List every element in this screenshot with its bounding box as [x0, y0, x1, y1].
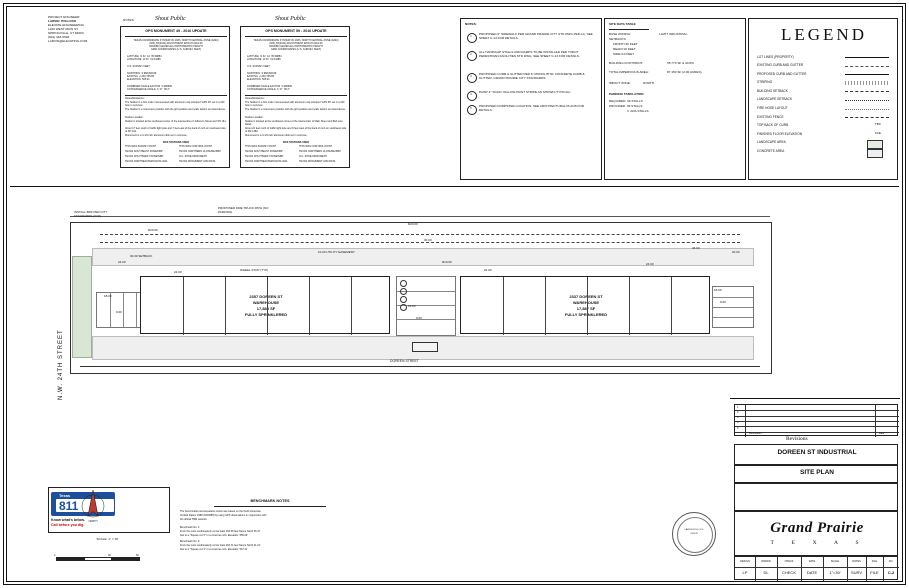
- legend-symbol-8: TBC: [874, 122, 881, 127]
- city-logo-block: [734, 511, 898, 556]
- scale-tick-1: 30: [108, 554, 111, 557]
- callout-24-b: 24.00: [174, 270, 182, 274]
- callout-24-d: 24.00: [646, 262, 654, 266]
- scale-tick-0: 0: [54, 554, 56, 557]
- project-engineer-line-3: 1220 WEST MAIN ST.: [48, 27, 79, 31]
- monument-49-body-10: NORTHING 6,968,848.89: [127, 72, 157, 75]
- callout-9-c: 9.00: [720, 300, 726, 304]
- field-value-notes: SURV: [850, 570, 863, 575]
- site-data-row-4-label: SIDE=10 FEET: [613, 52, 635, 56]
- legend-label-2: PROPOSED CURB AND GUTTER: [757, 71, 807, 76]
- titleblock-blank-1: [734, 483, 898, 511]
- legend-title: LEGEND: [781, 25, 867, 44]
- north-arrow: [78, 486, 108, 528]
- project-engineer-line-2: ELEVATE ENGINEERING: [48, 23, 84, 27]
- project-engineer-line-4: SPRINGVILLE, UT 84663: [48, 31, 84, 35]
- monument-59-grid-2-0: TEXAS SOUTHWEST ZONE/NBP: [245, 155, 284, 158]
- revisions-table: [734, 404, 898, 436]
- monument-49-body-15: CONVERGENCE ANGLE 0 07 05.3": [127, 88, 170, 91]
- legend-item-ffe: [755, 130, 893, 139]
- revisions-col-description: Description: [749, 432, 762, 435]
- legend-item-proposed-curb: [755, 70, 893, 79]
- monument-59-grid-3-1: TEXAS MONUMENT AND DATA: [299, 160, 336, 163]
- monument-49-footnote-5: About 17 feet south of traffic light pole and 7 feet east of the back of curb on southeast side of SH 161.: [125, 127, 226, 133]
- monument-59-body-8: U.S. SURVEY FEET: [247, 65, 270, 68]
- building-b: [460, 276, 710, 334]
- benchmark-line-7: Benchmark No. 2:: [180, 540, 201, 543]
- revision-row-0-no: 1: [737, 405, 739, 409]
- field-label-file: FILE: [871, 560, 878, 563]
- site-data-row-5-label: BUILDING FOOTPRINT:: [609, 61, 643, 65]
- legend-symbol-0: [845, 57, 889, 58]
- monument-59-body-12: ELEVATION 565.21: [247, 78, 270, 81]
- gps-monument-49-block: NOTES Shout Public GPS MONUMENT 49 - 2016 UPDATE TEXAS COORDINATE SYSTEM OF 1983, NORTH CENTRAL ZONE (4202) NAD_83(2011) ADJUSTMENT EPOCH 2010.00 NAVD88 (GEOID12A) ORTHOMETRIC HEIGHT GRID COORDINATES (U.S. SURVEY FEET) LATITUDE N 32 44 35.59884 LONGITUDE W 97 01.54485 U.S. SURVEY FEET NORTHING 6,968,848.89 EASTING 2,430,765.85 ELEVATION 565.21 COMBINED SCALE FACTOR 0.999980 CONVERGENCE ANGLE 0 07 05.3" Notes/Disclaimer: The Station is a first order monumented with aluminum cap stamped 'GPS 49' set in a drill hole in concrete. The Station is a monument position with the grid position and scale factors as noted above. Station Location: Station is located at the southeast corner of the intersection of Jefferson Street and SH 161. About 17 feet south of traffic light pole and 7 feet east of the back of curb on southeast side of SH 161. Monument is a 3-1/4 inch aluminum disk set in concrete. BOX STATIONS USED THIS WAS SURVEY POINT THIS WAS CONTROL POINT TEXAS SOUTHEAST ZONE/NBP TEXAS NORTHERN CLOSURE BMP TEXAS SOUTHWEST ZONE/NBP N.C. ZONE MONUMENT TEXAS NORTHEASTERN DATA 2011 TEXAS MONUMENT AND DATA: [120, 26, 230, 168]
- monument-49-body-3: GRID COORDINATES (U.S. SURVEY FEET): [150, 48, 202, 51]
- monument-59-body-6: LONGITUDE W 97 01.54485: [247, 58, 281, 61]
- project-title-row: [734, 444, 898, 465]
- benchmark-line-4: Benchmark No. 1:: [180, 526, 201, 529]
- monument-49-grid-2-0: TEXAS SOUTHWEST ZONE/NBP: [125, 155, 164, 158]
- legend-item-landscape-setback: [755, 96, 893, 105]
- monument-59-grid-2-1: N.C. ZONE MONUMENT: [299, 155, 328, 158]
- monument-49-grid-1-1: TEXAS NORTHERN CLOSURE BMP: [179, 150, 221, 153]
- dig-notice-block: [48, 487, 170, 533]
- monument-49-footnote-1: The Station is a first order monumented with aluminum cap stamped 'GPS 49' set in a drill hole in concrete.: [125, 101, 225, 107]
- monument-49-grid-2-1: N.C. ZONE MONUMENT: [179, 155, 208, 158]
- monument-49-body-8: U.S. SURVEY FEET: [127, 65, 150, 68]
- site-data-row-6-value: 87,150 SF (2.00 ACRES): [667, 70, 702, 74]
- field-label-notes: NOTES: [852, 560, 861, 563]
- project-engineer-line-5: (801) 318-5993: [48, 35, 70, 39]
- building-a: [140, 276, 390, 334]
- field-label-no: NO.: [888, 560, 894, 563]
- field-value-drawn: DL: [763, 570, 769, 575]
- monument-59-footnote-5: About 22 feet north of traffic light pole and 9 feet west of the back of curb on southwest side of FM 1382.: [245, 127, 347, 133]
- note-item-4: PAINT 4" SOLID YELLOW PAINT STRIPE AS SHOWN (TYPICAL): [479, 90, 571, 94]
- site-data-row-1-label: SETBACKS:: [609, 37, 627, 41]
- site-data-table: [604, 18, 746, 180]
- legend-label-1: EXISTING CURB AND GUTTER: [757, 63, 804, 68]
- monument-59-footnote-6: Monument is a 3-1/4 inch aluminum disk set in concrete.: [245, 134, 308, 137]
- site-data-row-6-label: TOTAL IMPERVIOUS AREA:: [609, 70, 649, 74]
- revisions-title: Revisions: [786, 436, 808, 442]
- monument-59-grid-3-0: TEXAS NORTHEASTERN DATA 2011: [245, 160, 288, 163]
- callout-install-brf: INSTALL BRF PER CITY STANDARDS (TYP): [74, 210, 108, 218]
- callout-24-c: 24.00: [484, 268, 492, 272]
- monument-59-grid-1-0: TEXAS SOUTHEAST ZONE/NBP: [245, 150, 283, 153]
- site-data-row-11-label: 3 ADA STALLS: [627, 109, 649, 113]
- dig-line1: Know what's below.: [51, 518, 85, 522]
- legend-label-6: FIRE HOSE LAYOUT: [757, 106, 788, 111]
- callout-18-b: 18.00: [408, 304, 416, 308]
- project-title-line1: DOREEN ST INDUSTRIAL: [777, 449, 857, 456]
- callout-24-a: 24.00: [118, 260, 126, 264]
- dim-overall-length: DOREEN STREET: [390, 359, 419, 363]
- city-logo-sub: T E X A S: [770, 540, 864, 546]
- building-a-type: WAREHOUSE: [252, 300, 280, 305]
- callout-36: 36.00: [692, 246, 700, 250]
- field-value-file: FILE: [870, 570, 879, 575]
- legend-item-top-back-curb: [755, 122, 893, 131]
- site-data-row-0-value: LIGHT INDUSTRIAL: [659, 32, 688, 36]
- legend-label-5: LANDSCAPE SETBACK: [757, 97, 793, 102]
- monument-59-footnote-1: The Station is a first order monumented with aluminum cap stamped 'GPS 59' set in a drill hole in concrete.: [245, 101, 345, 107]
- monument-59-body-11: EASTING 2,430,765.85: [247, 75, 274, 78]
- legend-symbol-11: [867, 149, 883, 158]
- monument-49-footnote-0: Notes/Disclaimer:: [125, 97, 145, 100]
- monument-59-footnote-4: Station is located at the southwest corner of the intersection of Main Street and Belt Line Road.: [245, 120, 343, 126]
- revision-row-2-no: 3: [737, 416, 739, 420]
- notes-title: NOTES:: [465, 22, 477, 26]
- city-logo: Grand Prairie: [770, 520, 864, 536]
- project-engineer-line-1: LARVIN POLLOCK: [48, 19, 77, 23]
- project-engineer-line-0: PROJECT ENGINEER:: [48, 15, 81, 19]
- callout-r10: R10.00: [442, 260, 452, 264]
- monument-49-title: GPS MONUMENT 49 - 2016 UPDATE: [145, 29, 207, 33]
- field-value-no: C-2: [887, 570, 895, 575]
- legend-label-0: LOT LINES (PROPERTY): [757, 54, 794, 59]
- field-label-drawn: DRAWN: [761, 560, 771, 563]
- legend-symbol-7: [845, 117, 889, 118]
- legend-item-striping: [755, 79, 893, 88]
- site-data-row-8-label: PARKING TABULATION: [609, 92, 644, 96]
- dig-number: 811: [59, 499, 79, 513]
- monument-49-footnote-4: Station is located at the southeast corner of the intersection of Jefferson Street and SH 161.: [125, 120, 227, 123]
- scale-tick-2: 60: [136, 554, 139, 557]
- benchmark-line-1: Vertical Datum 1988 (NAVD88) by using GPS observations in conjunction with: [180, 514, 267, 517]
- field-value-scale: 1"=30': [829, 570, 841, 575]
- legend-label-9: FINISHED FLOOR ELEVATION: [757, 131, 803, 136]
- callout-30: 30.00: [424, 238, 432, 242]
- field-label-check: CHECK: [784, 560, 794, 563]
- monument-59-handwriting: Shout Public: [275, 16, 306, 22]
- monument-49-footnote-3: Station Location:: [125, 116, 144, 119]
- monument-59-footnote-2: The Station is a monument position with the grid position and scale factors as noted above.: [245, 108, 346, 111]
- site-plan-drawing: [60, 196, 850, 396]
- gps-monument-59-block: Shout Public GPS MONUMENT 59 - 2016 UPDATE TEXAS COORDINATE SYSTEM OF 1983, NORTH CENTRAL ZONE (4202) NAD_83(2011) ADJUSTMENT EPOCH 2010.00 NAVD88 (GEOID12A) ORTHOMETRIC HEIGHT GRID COORDINATES (U.S. SURVEY FEET) LATITUDE N 32 44 35.59884 LONGITUDE W 97 01.54485 U.S. SURVEY FEET NORTHING 6,968,848.89 EASTING 2,430,765.85 ELEVATION 565.21 COMBINED SCALE FACTOR 0.999980 CONVERGENCE ANGLE 0 07 05.3" Notes/Disclaimer: The Station is a first order monumented with aluminum cap stamped 'GPS 59' set in a drill hole in concrete. The Station is a monument position with the grid position and scale factors as noted above. Station Location: Station is located at the southwest corner of the intersection of Main Street and Belt Line Road. About 22 feet north of traffic light pole and 9 feet west of the back of curb on southwest side of FM 1382. Monument is a 3-1/4 inch aluminum disk set in concrete. BOX STATIONS USED THIS WAS SURVEY POINT THIS WAS CONTROL POINT TEXAS SOUTHEAST ZONE/NBP TEXAS NORTHERN CLOSURE BMP TEXAS SOUTHWEST ZONE/NBP N.C. ZONE MONUMENT TEXAS NORTHEASTERN DATA 2011 TEXAS MONUMENT AND DATA: [240, 26, 350, 168]
- monument-59-body-1: NAD_83(2011) ADJUSTMENT EPOCH 2010.00: [269, 42, 323, 45]
- monument-49-footnote-6: Monument is a 3-1/4 inch aluminum disk set in concrete.: [125, 134, 188, 137]
- legend-item-existing-curb: [755, 62, 893, 71]
- monument-59-footnote-0: Notes/Disclaimer:: [245, 97, 265, 100]
- field-label-design: DESIGN: [740, 560, 750, 563]
- monument-59-grid-0-1: THIS WAS CONTROL POINT: [299, 145, 333, 148]
- legend-item-building-setback: [755, 87, 893, 96]
- revisions-col-date: Date: [879, 432, 885, 435]
- dumpster-pad: [412, 342, 438, 352]
- monument-59-grid-1-1: TEXAS NORTHERN CLOSURE BMP: [299, 150, 341, 153]
- callout-r20-left: R20.00: [148, 228, 158, 232]
- callout-fire-truck-path: PROPOSED FIRE TRUCK PATH (NO PARKING): [218, 206, 269, 214]
- monument-49-body-2: NAVD88 (GEOID12A) ORTHOMETRIC HEIGHT: [149, 45, 203, 48]
- field-value-check: CHECK: [781, 570, 796, 575]
- monument-59-title: GPS MONUMENT 59 - 2016 UPDATE: [265, 29, 327, 33]
- project-title-line2: SITE PLAN: [800, 469, 834, 476]
- benchmark-line-2: the official TBM network.: [180, 518, 208, 521]
- monument-59-grid-0-0: THIS WAS SURVEY POINT: [245, 145, 277, 148]
- sheet-title-row: [734, 465, 898, 483]
- monument-59-body-5: LATITUDE N 32 44 35.59884: [247, 55, 282, 58]
- benchmark-line-5: From the most southeasterly corner East 194.08 feet Nance North 36.47: [180, 530, 261, 533]
- building-b-address: 2337 DOREEN ST: [569, 294, 603, 299]
- notes-block: NOTES: 1 PROPOSED 6" SIDEWALK PER GRAND PRAIRIE CITY STD DWG PED-1A, SEE SHEET C-14 FOR DETAILS. 2 ALL HANDICAP STALLS AND RAMPS TO BE INSTALLED PER TXDOT PEDESTRIAN FACILITIES STD DWG, SEE SHEET C-13 FOR DETAILS. 3 PROPOSED CURB & GUTTER PER 6" MONOLITHIC CONCRETE CURB & GUTTER, GRAND PRAIRIE CITY STANDARDS. 4 PAINT 4" SOLID YELLOW PAINT STRIPE AS SHOWN (TYPICAL) 5 PROPOSED DUMPSTER LOCATION, SEE ARCHITECTURAL PLANS FOR DETAILS.: [460, 18, 602, 180]
- callout-20: 20.00: [732, 250, 740, 254]
- legend-item-existing-fence: [755, 113, 893, 122]
- dig-line2: Call before you dig.: [51, 523, 85, 527]
- site-data-row-7-label: IMPACT ZONE:: [609, 81, 631, 85]
- monument-49-grid-0-1: THIS WAS CONTROL POINT: [179, 145, 213, 148]
- legend-block: [748, 18, 898, 180]
- monument-49-body-12: ELEVATION 565.21: [127, 78, 150, 81]
- benchmark-line-9: feet to a "Square cut X" in a concrete curb. Elevation: 547.11': [180, 548, 248, 551]
- callout-18-a: 18.00: [104, 294, 112, 298]
- building-a-address: 2357 DOREEN ST: [249, 294, 283, 299]
- legend-symbol-4: [845, 91, 889, 92]
- monument-59-body-0: TEXAS COORDINATE SYSTEM OF 1983, NORTH CENTRAL ZONE (4202): [253, 39, 339, 42]
- monument-49-body-11: EASTING 2,430,765.85: [127, 75, 154, 78]
- monument-59-body-15: CONVERGENCE ANGLE 0 07 05.3": [247, 88, 290, 91]
- field-value-date: DATE: [806, 570, 818, 575]
- project-engineer-block: [48, 16, 116, 56]
- legend-label-7: EXISTING FENCE: [757, 114, 784, 119]
- site-data-row-9-label: REQUIRED: 36 STALLS: [609, 99, 643, 103]
- monument-59-body-14: COMBINED SCALE FACTOR 0.999980: [247, 85, 292, 88]
- field-label-date: DATE: [808, 560, 816, 563]
- revision-row-1-no: 2: [737, 410, 739, 414]
- project-engineer-line-6: LARVIN@ELEVATING.COM: [48, 39, 88, 43]
- monument-59-body-3: GRID COORDINATES (U.S. SURVEY FEET): [270, 48, 322, 51]
- revision-row-3-no: 4: [737, 421, 739, 425]
- site-data-row-5-value: 35,773 SF & 40.8%: [667, 61, 694, 65]
- monument-49-body-6: LONGITUDE W 97 01.54485: [127, 58, 161, 61]
- legend-label-11: CONCRETE AREA: [757, 149, 785, 154]
- legend-label-4: BUILDING SETBACK: [757, 88, 788, 93]
- legend-symbol-2: [845, 74, 889, 75]
- building-b-area: 17,887 SF: [576, 306, 596, 311]
- callout-r20-right: R20.00: [408, 222, 418, 226]
- legend-symbol-6: [845, 109, 889, 110]
- revision-row-4-no: 5: [737, 426, 739, 430]
- site-data-row-0-label: BASE ZONING:: [609, 32, 632, 36]
- legend-label-10: LANDSCAPE AREA: [757, 140, 786, 145]
- legend-item-landscape-area: [755, 139, 893, 148]
- titleblock-fields: [734, 556, 898, 580]
- site-data-row-7-value: NORTH: [643, 81, 654, 85]
- site-data-row-10-label: PROVIDED: 36 STALLS: [609, 104, 643, 108]
- callout-9-a: 9.00: [116, 310, 122, 314]
- building-b-note: FULLY SPRINKLERED: [564, 312, 608, 317]
- legend-label-3: STRIPING: [757, 80, 773, 85]
- note-item-3: PROPOSED CURB & GUTTER PER 6" MONOLITHIC CONCRETE CURB & GUTTER, GRAND PRAIRIE CITY STANDARDS.: [479, 72, 585, 80]
- north-label: NORTH: [88, 520, 98, 523]
- monument-49-body-5: LATITUDE N 32 44 35.59884: [127, 55, 162, 58]
- monument-49-body-0: TEXAS COORDINATE SYSTEM OF 1983, NORTH CENTRAL ZONE (4202): [133, 39, 219, 42]
- legend-item-concrete-area: [755, 148, 893, 157]
- note-item-5: PROPOSED DUMPSTER LOCATION, SEE ARCHITECTURAL PLANS FOR DETAILS.: [479, 104, 585, 112]
- monument-49-grid-0-0: THIS WAS SURVEY POINT: [125, 145, 157, 148]
- note-item-1: PROPOSED 6" SIDEWALK PER GRAND PRAIRIE CITY STD DWG PED-1A, SEE SHEET C-14 FOR DETAILS.: [479, 32, 593, 40]
- benchmark-line-0: The benchmarks and elevations shown are based on the North American: [180, 510, 261, 513]
- monument-49-footnote-2: The Station is a monument position with the grid position and scale factors as noted above.: [125, 108, 226, 111]
- site-data-title: SITE DATA TABLE: [609, 22, 636, 26]
- legend-symbol-3: [845, 81, 889, 85]
- callout-setback-30: 30.00 SETBACK: [130, 254, 153, 258]
- monument-59-footnote-3: Station Location:: [245, 116, 264, 119]
- legend-label-8: TOP BACK OF CURB: [757, 123, 789, 128]
- monument-49-grid-3-0: TEXAS NORTHEASTERN DATA 2011: [125, 160, 168, 163]
- building-a-area: 17,885 SF: [256, 306, 276, 311]
- legend-item-lot-lines: [755, 53, 893, 62]
- scale-label: SCALE: 1" = 30': [96, 537, 119, 541]
- benchmark-line-8: From the most southeasterly corner East 202.71 feet Nance North 41.01': [180, 544, 261, 547]
- benchmark-title: BENCHMARK NOTES: [250, 499, 290, 503]
- benchmark-line-6: feet to a "Square cut X" in a concrete curb. Elevation: 556.69': [180, 534, 248, 537]
- building-a-note: FULLY SPRINKLERED: [244, 312, 288, 317]
- monument-49-grid-1-0: TEXAS SOUTHEAST ZONE/NBP: [125, 150, 163, 153]
- dig-brand: Texas: [59, 493, 71, 498]
- monument-49-body-1: NAD_83(2011) ADJUSTMENT EPOCH 2010.00: [149, 42, 203, 45]
- legend-symbol-1: [845, 66, 889, 67]
- site-data-row-3-label: REAR=10 FEET: [613, 47, 636, 51]
- note-item-2: ALL HANDICAP STALLS AND RAMPS TO BE INSTALLED PER TXDOT PEDESTRIAN FACILITIES STD DWG, SEE SHEET C-13 FOR DETAILS.: [479, 50, 580, 58]
- legend-symbol-9: FFE: [875, 130, 881, 135]
- callout-wheel-stop: WHEEL STOP (TYP): [240, 268, 269, 272]
- callout-9-b: 9.00: [416, 316, 422, 320]
- legend-item-fire-hose: [755, 105, 893, 114]
- monument-59-body-2: NAVD88 (GEOID12A) ORTHOMETRIC HEIGHT: [269, 45, 323, 48]
- field-label-scale: SCALE: [830, 560, 840, 563]
- monument-59-body-10: NORTHING 6,968,848.89: [247, 72, 277, 75]
- monument-49-handwriting: Shout Public: [155, 16, 186, 22]
- legend-symbol-5: [845, 100, 889, 101]
- callout-18-c: 18.00: [714, 288, 722, 292]
- building-b-type: WAREHOUSE: [572, 300, 600, 305]
- site-data-row-2-label: FRONT=30 FEET: [613, 42, 638, 46]
- monument-49-body-14: COMBINED SCALE FACTOR 0.999980: [127, 85, 172, 88]
- engineer-seal: LARVIN POLLOCK 120243: [672, 512, 716, 556]
- monument-49-grid-3-1: TEXAS MONUMENT AND DATA: [179, 160, 216, 163]
- callout-utility-easement: 10.00 UTILITY EASEMENT: [318, 250, 355, 254]
- street-label-nw24th: N.W. 24TH STREET: [58, 329, 64, 400]
- field-value-design: LP: [742, 570, 748, 575]
